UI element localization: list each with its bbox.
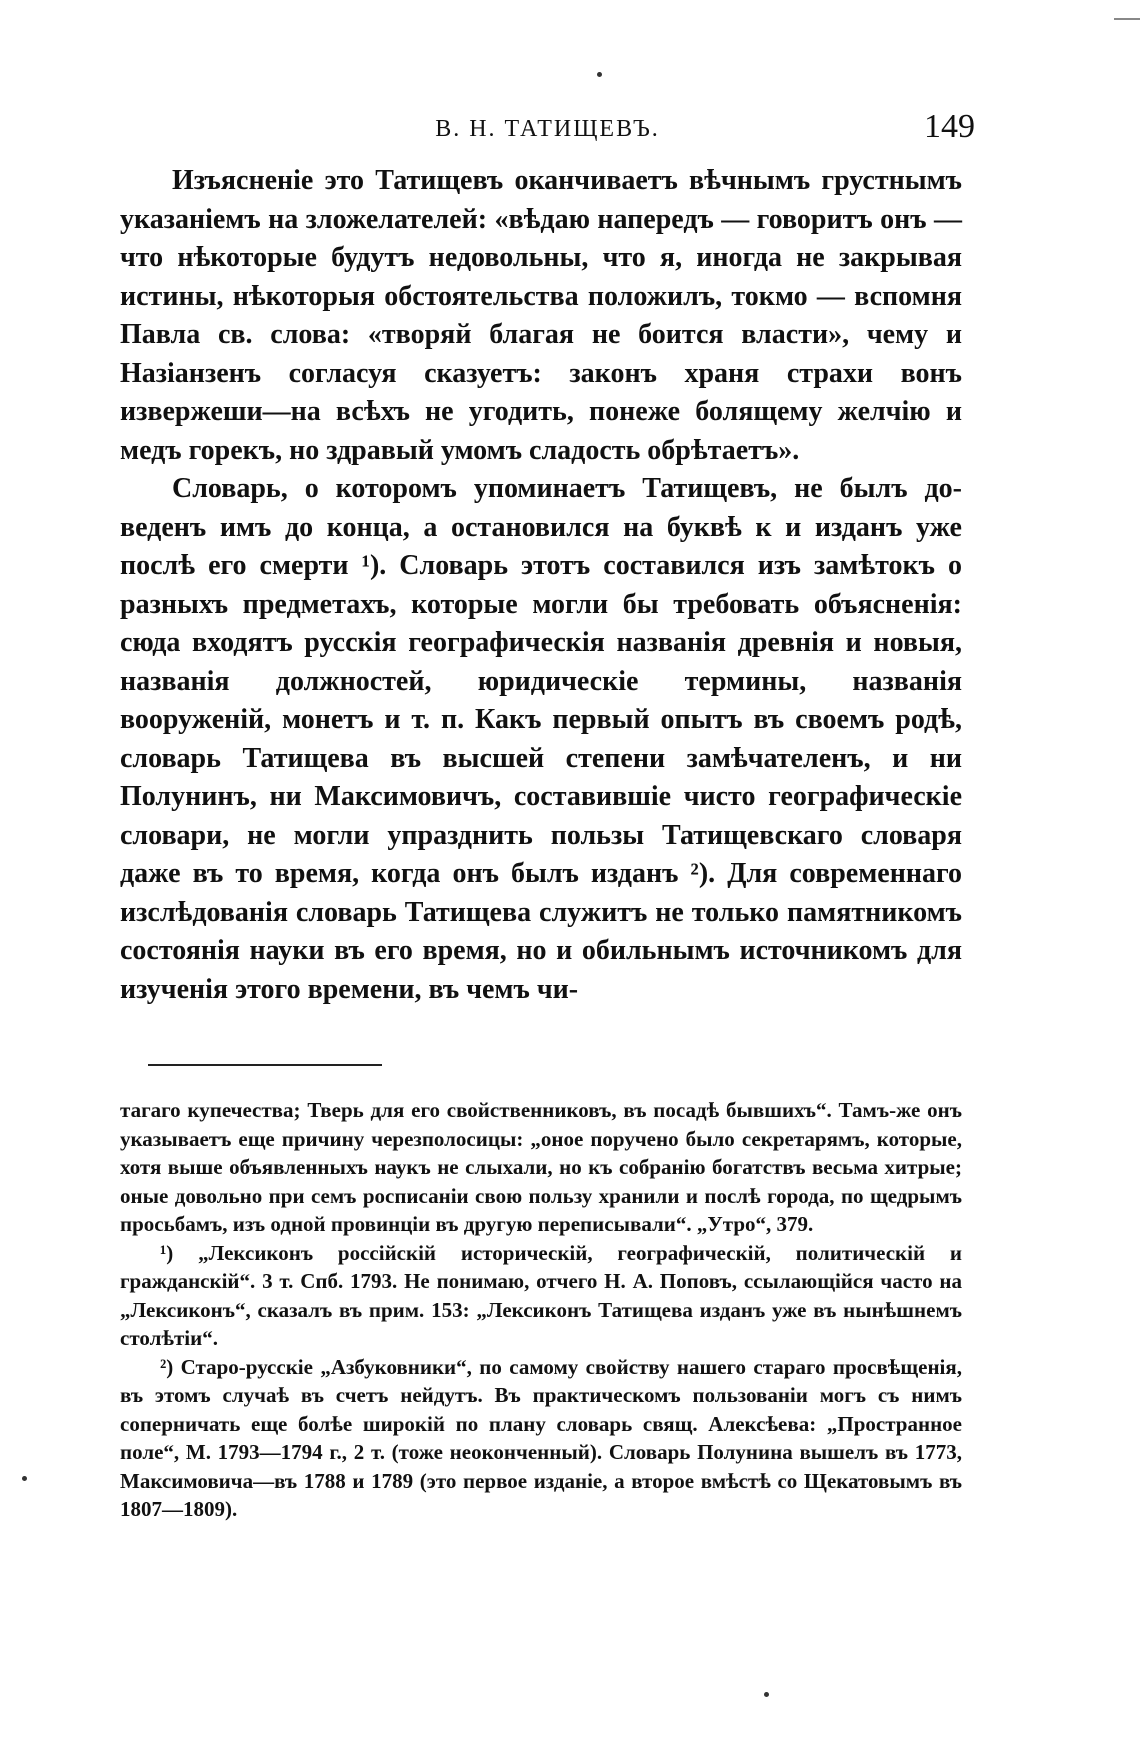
running-title: В. Н. ТАТИЩЕВЪ.	[435, 116, 660, 142]
footnote-2: ²) Старо-русскіе „Азбуковники“, по самому свойству нашего стараго просвѣщенія, въ этомъ случаѣ въ счетъ нейдутъ. Въ практическомъ пользованіи могъ съ нимъ соперничать еще болѣе широкій по плану словарь свящ. Алексѣева: „Пространное поле“, М. 1793—1794 г., 2 т. (тоже неоконченный). Словарь Полунина вышелъ въ 1773, Максимовича—въ 1788 и 1789 (это первое изданіе, а второе вмѣстѣ со Щекатовымъ въ 1807—1809).	[120, 1354, 962, 1521]
running-head	[120, 108, 975, 148]
ink-speck	[597, 72, 602, 77]
scan-edge-mark	[1114, 18, 1140, 20]
footnote-divider	[148, 1064, 382, 1066]
footnotes	[120, 1096, 962, 1524]
ink-speck	[22, 1476, 27, 1481]
paragraph: Изъясненіе это Татищевъ оканчиваетъ вѣчнымъ грустнымъ указаніемъ на зложелателей: «вѣдаю напередъ — говоритъ онъ — что нѣкоторые будутъ недовольны, что я, иногда не закрывая истины, нѣкоторыя обстоятельства положилъ, токмо — вспомня Павла св. слова: «творяй благая не боится власти», чему и Назіанзенъ согласуя сказуетъ: законъ храня страхи вонъ извержеши—на всѣхъ не угодить, понеже болящему желчію и медъ горекъ, но здравый умомъ сладость обрѣтаетъ».	[120, 165, 962, 466]
ink-speck	[764, 1692, 769, 1697]
footnote-continuation: тагаго купечества; Тверь для его свойственниковъ, въ посадѣ бывшихъ“. Тамъ-же онъ указываетъ еще причину черезполосицы: „оное поручено было секретарямъ, которые, хотя выше объявленныхъ наукъ не слыхали, но къ собранію богатствъ весьма хитрые; оные довольно при семъ росписаніи свою пользу хранили и послѣ города, по щедрымъ просьбамъ, изъ одной провинціи въ другую переписывали“. „Утро“, 379.	[120, 1098, 962, 1236]
footnote-1: ¹) „Лексиконъ россійскій историческій, географическій, политическій и гражданскій“. 3 т. Спб. 1793. Не понимаю, отчего Н. А. Поповъ, ссылающійся часто на „Лексиконъ“, сказалъ въ прим. 153: „Лексиконъ Татищева изданъ уже въ нынѣшнемъ столѣтіи“.	[120, 1240, 962, 1350]
page-number: 149	[924, 108, 975, 145]
main-text	[120, 162, 962, 1009]
paragraph: Словарь, о которомъ упоминаетъ Татищевъ, не былъ доведенъ имъ до конца, а остановился на буквѣ к и изданъ уже послѣ его смерти ¹). Словарь этотъ составился изъ замѣтокъ о разныхъ предметахъ, которые могли бы требовать объясненія: сюда входятъ русскія географическія названія древнія и новыя, названія должностей, юридическіе термины, названія вооруженій, монетъ и т. п. Какъ первый опытъ въ своемъ родѣ, словарь Татищева въ высшей степени замѣчателенъ, и ни Полунинъ, ни Максимовичъ, составившіе чисто географическіе словари, не могли упразднить пользы Татищевскаго словаря даже въ то время, когда онъ былъ изданъ ²). Для современнаго изслѣдованія словарь Татищева служитъ не только памятникомъ состоянія науки въ его время, но и обильнымъ источникомъ для изученія этого времени, въ чемъ чи-	[120, 473, 962, 1005]
